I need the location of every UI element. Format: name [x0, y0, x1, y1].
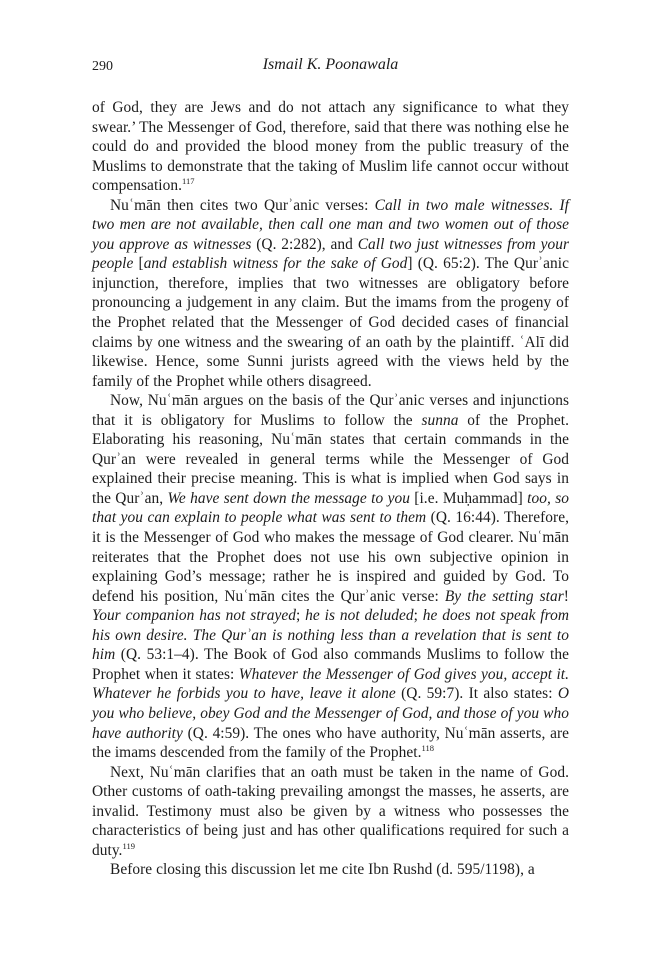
text-run: (Q. 2:282), and — [251, 235, 358, 253]
italic-text: Whatever the Messenger of God gives you, accept it. Whatever he forbids you to have, leave it alone — [92, 665, 569, 703]
footnote-marker: 119 — [122, 840, 136, 851]
text-run: [ — [133, 255, 144, 273]
italic-text: he does not speak from his own desire. The Qurʾan is nothing less than a revelation that is sent to him — [92, 607, 569, 664]
italic-text: Call in two male witnesses. If two men are not available, then call one man and two women out of those you approve as witnesses — [92, 196, 569, 253]
page-header — [92, 56, 569, 80]
text-run: ] (Q. 65:2). The Qurʾanic injunction, therefore, implies that two witnesses are obligatory before pronouncing a judgement in any claim. But the imams from the progeny of the Prophet related that the Messenger of God decided cases of financial claims by one witness and the swearing of an oath by the plaintiff. ʿAlī did likewise. Hence, some Sunni jurists agreed with the views held by the family of the Prophet while others disagreed. — [92, 255, 570, 390]
paragraph — [92, 98, 569, 196]
italic-text: he is not deluded — [305, 607, 414, 625]
text-run: ; — [295, 607, 306, 625]
italic-text: sunna — [421, 411, 459, 429]
footnote-marker: 118 — [421, 743, 435, 754]
text-run: (Q. 53:1–4). The Book of God also commands Muslims to follow the Prophet when it states: — [92, 646, 569, 683]
book-page — [92, 56, 569, 880]
text-run: of the Prophet. Elaborating his reasoning, Nuʿmān states that certain commands in the Qurʾan were revealed in general terms while the Messenger of God explained their precise meaning. This is what is implied when God says in the Qurʾan, — [92, 411, 569, 507]
text-run: of God, they are Jews and do not attach any significance to what they swear.’ The Messenger of God, therefore, said that there was nothing else he could do and provided the blood money from the public treasury of the Muslims to demonstrate that the taking of Muslim life cannot occur without compensation. — [92, 99, 569, 195]
body-text — [92, 98, 569, 880]
text-run: (Q. 4:59). The ones who have authority, Nuʿmān asserts, are the imams descended from the family of the Prophet. — [92, 724, 569, 762]
text-run: Next, Nuʿmān clarifies that an oath must be taken in the name of God. Other customs of oath-taking prevailing amongst the masses, he asserts, are invalid. Testimony must also be given by a witness who possesses the characteristics of being just and has other qualifications required for such a duty. — [92, 763, 569, 859]
footnote-marker: 117 — [181, 176, 195, 187]
italic-text: We have sent down the message to you — [167, 489, 410, 507]
text-run: Nuʿmān then cites two Qurʾanic verses: — [110, 196, 375, 214]
paragraph — [92, 196, 569, 391]
paragraph — [92, 860, 569, 880]
paragraph — [92, 391, 569, 762]
text-run: (Q. 16:44). Therefore, it is the Messenger of God who makes the message of God clearer. Nuʿmān reiterates that the Prophet does not use his own subjective opinion in explaining God’s message; rather he is inspired and guided by God. To defend his position, Nuʿmān cites the Qurʾanic verse: — [92, 509, 569, 605]
text-run: [i.e. Muḥammad] — [409, 489, 528, 507]
page-number: 290 — [92, 59, 113, 74]
italic-text: Call two just witnesses from your people — [92, 235, 570, 273]
italic-text: Your companion has not strayed — [92, 607, 296, 625]
italic-text: too, so that you can explain to people what was sent to them — [92, 489, 569, 527]
text-run: ! — [563, 587, 569, 605]
text-run: Before closing this discussion let me cite Ibn Rushd (d. 595/1198), a — [110, 861, 535, 879]
text-run: (Q. 59:7). It also states: — [395, 685, 558, 703]
text-run: ; — [413, 607, 423, 625]
running-head: Ismail K. Poonawala — [262, 56, 399, 73]
italic-text: By the setting star — [444, 587, 564, 605]
paragraph — [92, 763, 569, 861]
italic-text: and establish witness for the sake of God — [143, 255, 408, 273]
italic-text: O you who believe, obey God and the Messenger of God, and those of you who have authority — [92, 685, 569, 742]
text-run: Now, Nuʿmān argues on the basis of the Qurʾanic verses and injunctions that it is obligatory for Muslims to follow the — [92, 392, 569, 429]
